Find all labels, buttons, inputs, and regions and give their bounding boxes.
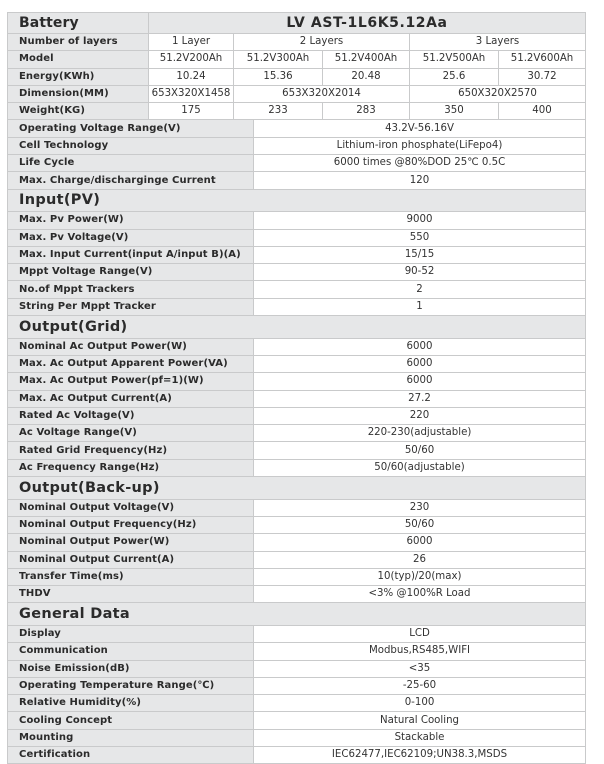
row-label: Dimension(MM) [8,85,149,102]
weight-2: 233 [234,103,323,120]
row-label: String Per Mppt Tracker [8,298,254,315]
row-label: Ac Voltage Range(V) [8,425,254,442]
model-5: 51.2V600Ah [499,51,586,68]
row-value: Natural Cooling [254,712,586,729]
weight-3: 283 [323,103,410,120]
row-value: IEC62477,IEC62109;UN38.3,MSDS [254,747,586,764]
row-label: Relative Humidity(%) [8,695,254,712]
row-label: Life Cycle [8,155,254,172]
spec-row [8,407,586,424]
model-2: 51.2V300Ah [234,51,323,68]
spec-table [7,12,586,764]
energy-5: 30.72 [499,68,586,85]
spec-row [8,137,586,154]
row-label: Mounting [8,729,254,746]
spec-row [8,695,586,712]
row-value: Modbus,RS485,WIFI [254,643,586,660]
dimension-2: 653X320X2014 [234,85,410,102]
spec-row [8,338,586,355]
spec-row [8,355,586,372]
spec-row [8,712,586,729]
spec-row [8,425,586,442]
row-value: 6000 [254,355,586,372]
row-value: 2 [254,281,586,298]
row-label: Nominal Output Power(W) [8,534,254,551]
section-title: General Data [8,603,586,626]
row-label: Weight(KG) [8,103,149,120]
row-value: -25-60 [254,677,586,694]
row-label: Max. Pv Voltage(V) [8,229,254,246]
row-label: Operating Voltage Range(V) [8,120,254,137]
model-1: 51.2V200Ah [149,51,234,68]
spec-row [8,120,586,137]
spec-row [8,643,586,660]
battery-heading: Battery [8,13,149,34]
spec-row [8,281,586,298]
row-value: <35 [254,660,586,677]
row-label: Certification [8,747,254,764]
row-label: Nominal Ac Output Power(W) [8,338,254,355]
row-value: 550 [254,229,586,246]
row-label: No.of Mppt Trackers [8,281,254,298]
row-label: Max. Ac Output Apparent Power(VA) [8,355,254,372]
row-label: Max. Ac Output Current(A) [8,390,254,407]
row-label: Nominal Output Voltage(V) [8,499,254,516]
spec-row [8,264,586,281]
row-value: 230 [254,499,586,516]
section-header [8,603,586,626]
spec-row [8,298,586,315]
spec-row [8,155,586,172]
spec-row [8,551,586,568]
row-value: 6000 times @80%DOD 25℃ 0.5C [254,155,586,172]
row-label: Display [8,625,254,642]
row-label: Rated Grid Frequency(Hz) [8,442,254,459]
spec-row [8,459,586,476]
section-title: Output(Grid) [8,316,586,339]
row-label: Noise Emission(dB) [8,660,254,677]
row-value: <3% @100%R Load [254,586,586,603]
row-value: 1 [254,298,586,315]
row-label: Max. Charge/discharginge Current [8,172,254,189]
row-label: THDV [8,586,254,603]
row-label: Transfer Time(ms) [8,568,254,585]
row-label: Ac Frequency Range(Hz) [8,459,254,476]
dimension-3: 650X320X2570 [410,85,586,102]
row-value: 120 [254,172,586,189]
spec-row [8,212,586,229]
section-title: Output(Back-up) [8,477,586,500]
row-value: Stackable [254,729,586,746]
row-value: 10(typ)/20(max) [254,568,586,585]
layer-1: 1 Layer [149,34,234,51]
spec-row [8,373,586,390]
weight-4: 350 [410,103,499,120]
row-value: 0-100 [254,695,586,712]
row-label: Max. Input Current(input A/input B)(A) [8,246,254,263]
row-label: Rated Ac Voltage(V) [8,407,254,424]
section-header [8,316,586,339]
row-label: Operating Temperature Range(℃) [8,677,254,694]
dimension-1: 653X320X1458 [149,85,234,102]
energy-2: 15.36 [234,68,323,85]
row-label: Nominal Output Current(A) [8,551,254,568]
layer-2: 2 Layers [234,34,410,51]
spec-row [8,625,586,642]
spec-row [8,229,586,246]
spec-row [8,534,586,551]
row-value: 50/60 [254,442,586,459]
spec-row [8,660,586,677]
row-value: 43.2V-56.16V [254,120,586,137]
dimension-row [8,85,586,102]
row-label: Nominal Output Frequency(Hz) [8,516,254,533]
energy-row [8,68,586,85]
spec-row [8,677,586,694]
model-3: 51.2V400Ah [323,51,410,68]
spec-row [8,729,586,746]
row-value: Lithium-iron phosphate(LiFepo4) [254,137,586,154]
row-label: Max. Pv Power(W) [8,212,254,229]
weight-row [8,103,586,120]
section-header [8,477,586,500]
weight-5: 400 [499,103,586,120]
model-4: 51.2V500Ah [410,51,499,68]
row-label: Max. Ac Output Power(pf=1)(W) [8,373,254,390]
row-value: 6000 [254,338,586,355]
energy-1: 10.24 [149,68,234,85]
spec-row [8,390,586,407]
row-value: 220 [254,407,586,424]
row-value: 15/15 [254,246,586,263]
row-value: 90-52 [254,264,586,281]
model-row [8,51,586,68]
row-label: Model [8,51,149,68]
spec-row [8,568,586,585]
section-title: Input(PV) [8,189,586,212]
spec-row [8,586,586,603]
row-value: 9000 [254,212,586,229]
spec-row [8,747,586,764]
layer-3: 3 Layers [410,34,586,51]
row-value: 26 [254,551,586,568]
row-label: Cell Technology [8,137,254,154]
row-value: 50/60 [254,516,586,533]
row-value: 6000 [254,373,586,390]
energy-4: 25.6 [410,68,499,85]
spec-row [8,516,586,533]
section-header [8,189,586,212]
row-label: Cooling Concept [8,712,254,729]
spec-row [8,172,586,189]
layers-row [8,34,586,51]
spec-row [8,499,586,516]
energy-3: 20.48 [323,68,410,85]
weight-1: 175 [149,103,234,120]
row-label: Mppt Voltage Range(V) [8,264,254,281]
row-value: 50/60(adjustable) [254,459,586,476]
spec-row [8,246,586,263]
row-label: Communication [8,643,254,660]
row-value: 220-230(adjustable) [254,425,586,442]
spec-row [8,442,586,459]
row-label: Number of layers [8,34,149,51]
model-name: LV AST-1L6K5.12Aa [149,13,586,34]
title-row [8,13,586,34]
row-value: 6000 [254,534,586,551]
row-value: LCD [254,625,586,642]
row-label: Energy(KWh) [8,68,149,85]
row-value: 27.2 [254,390,586,407]
